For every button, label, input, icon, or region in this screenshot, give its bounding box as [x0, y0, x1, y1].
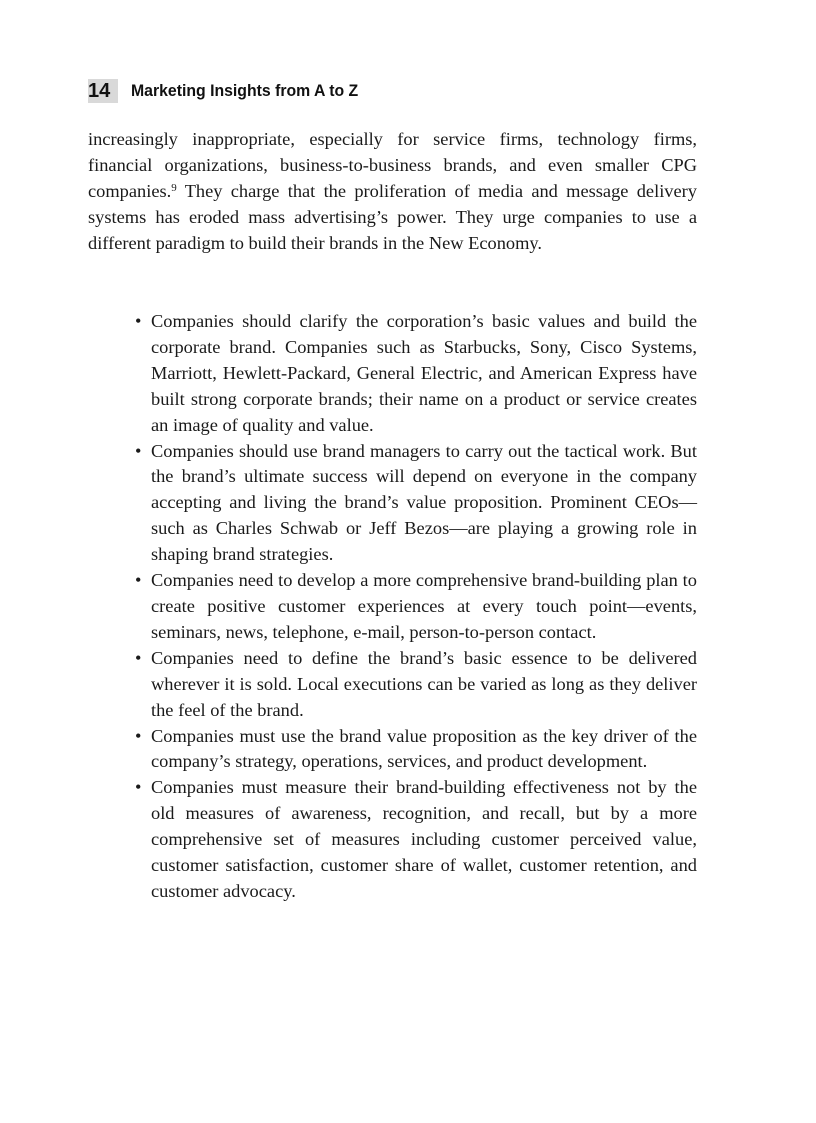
intro-text-part-2: They charge that the proliferation of media and message delivery systems has eroded mass advertising’s power. They urge companies to use a different paradigm to build their brands in the New Economy.	[88, 180, 697, 253]
page-number: 14	[88, 79, 118, 103]
list-item	[134, 309, 697, 439]
footnote-marker: 9	[171, 181, 177, 194]
running-title: Marketing Insights from A to Z	[131, 81, 359, 100]
list-item	[134, 646, 697, 724]
running-header	[88, 78, 376, 104]
list-item-text: Companies need to define the brand’s basic essence to be delivered wherever it is sold. Local executions can be varied as long as they deliver the feel of the brand.	[151, 647, 697, 720]
list-item	[134, 568, 697, 646]
list-item-text: Companies need to develop a more comprehensive brand-building plan to create positive customer experiences at every touch point—events, seminars, news, telephone, e-mail, person-to-person contact.	[151, 570, 697, 642]
list-item-text: Companies must use the brand value proposition as the key driver of the company’s strategy, operations, services, and product development.	[151, 725, 697, 772]
bullet-icon: •	[135, 570, 142, 591]
bullet-icon: •	[135, 440, 142, 461]
list-item-text: Companies should use brand managers to carry out the tactical work. But the brand’s ultimate success will depend on everyone in the company accepting and living the brand’s value proposition. Prominent CEOs—such as Charles Schwab or Jeff Bezos—are playing a growing role in shaping brand strategies.	[151, 440, 697, 565]
intro-text-part-1: increasingly inappropriate, especially for service firms, technology firms, financial organizations, business-to-business brands, and even smaller CPG companies.	[88, 129, 697, 201]
list-item-text: Companies must measure their brand-building effectiveness not by the old measures of awareness, recognition, and recall, but by a more comprehensive set of measures including customer perceived value, customer satisfaction, customer share of wallet, customer retention, and customer advocacy.	[151, 777, 697, 901]
bullet-icon: •	[135, 647, 142, 668]
list-item	[134, 775, 697, 905]
bullet-icon: •	[135, 777, 142, 798]
list-item-text: Companies should clarify the corporation’s basic values and build the corporate brand. Companies such as Starbucks, Sony, Cisco Systems, Marriott, Hewlett-Packard, General Electric, and American Express have built strong corporate brands; their name on a product or service creates an image of quality and value.	[151, 311, 697, 435]
intro-paragraph	[88, 127, 697, 257]
bullet-icon: •	[135, 311, 142, 331]
list-item	[134, 439, 697, 569]
bullet-list	[134, 309, 697, 905]
list-item	[134, 724, 697, 776]
bullet-icon: •	[135, 725, 142, 746]
